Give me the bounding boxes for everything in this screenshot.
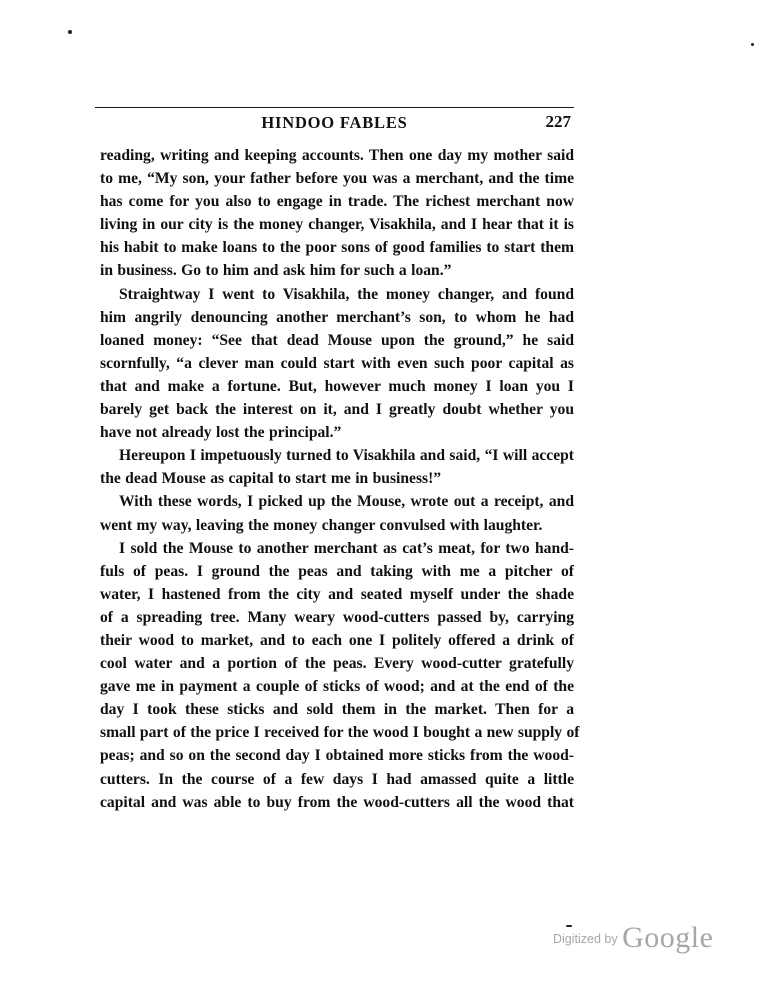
text-line: peas; and so on the second day I obtained more sticks from the wood- <box>100 747 574 765</box>
google-logo: Google <box>622 921 714 954</box>
body-text <box>100 144 580 814</box>
text-line: the dead Mouse as capital to start me in business!” <box>100 470 442 488</box>
text-line: their wood to market, and to each one I politely offered a drink of <box>100 631 574 649</box>
text-line: water, I hastened from the city and seated myself under the shade <box>100 585 574 603</box>
text-line: to me, “My son, your father before you was a merchant, and the time <box>100 170 574 188</box>
text-line: cool water and a portion of the peas. Every wood-cutter gratefully <box>100 655 574 673</box>
digitized-watermark <box>553 921 713 955</box>
text-line: With these words, I picked up the Mouse, wrote out a receipt, and <box>119 493 574 511</box>
text-line: fuls of peas. I ground the peas and taking with me a pitcher of <box>100 562 574 580</box>
text-line: that and make a fortune. But, however much money I loan you I <box>100 377 574 395</box>
text-line: scornfully, “a clever man could start with even such poor capital as <box>100 354 574 372</box>
text-line: his habit to make loans to the poor sons of good families to start them <box>100 239 574 257</box>
text-line: reading, writing and keeping accounts. Then one day my mother said <box>100 147 574 164</box>
scan-speck <box>68 30 72 34</box>
text-line: capital and was able to buy from the wood-cutters all the wood that <box>100 793 574 811</box>
text-line: loaned money: “See that dead Mouse upon the ground,” he said <box>100 331 574 349</box>
digitized-by-label: Digitized by <box>553 932 618 946</box>
text-line: small part of the price I received for the wood I bought a new supply of <box>100 724 580 742</box>
text-line: has come for you also to engage in trade. The richest merchant now <box>100 193 574 211</box>
running-header <box>95 107 574 136</box>
text-line: gave me in payment a couple of sticks of wood; and at the end of the <box>100 678 574 696</box>
text-line: day I took these sticks and sold them in the market. Then for a <box>100 701 574 719</box>
text-line: barely get back the interest on it, and I greatly doubt whether you <box>100 401 574 419</box>
text-line: cutters. In the course of a few days I had amassed quite a little <box>100 770 574 788</box>
text-line: have not already lost the principal.” <box>100 424 342 442</box>
text-line: in business. Go to him and ask him for such a loan.” <box>100 262 452 280</box>
text-line: Straightway I went to Visakhila, the money changer, and found <box>119 285 574 303</box>
text-line: went my way, leaving the money changer convulsed with laughter. <box>100 516 543 534</box>
text-line: living in our city is the money changer, Visakhila, and I hear that it is <box>100 216 574 234</box>
scan-speck <box>751 43 754 46</box>
text-line: of a spreading tree. Many weary wood-cutters passed by, carrying <box>100 608 574 626</box>
page-number: 227 <box>545 112 571 131</box>
text-line: Hereupon I impetuously turned to Visakhila and said, “I will accept <box>119 447 574 465</box>
text-line: him angrily denouncing another merchant’s son, to whom he had <box>100 308 574 326</box>
text-line: I sold the Mouse to another merchant as cat’s meat, for two hand- <box>119 539 574 557</box>
running-title: HINDOO FABLES <box>261 113 408 132</box>
